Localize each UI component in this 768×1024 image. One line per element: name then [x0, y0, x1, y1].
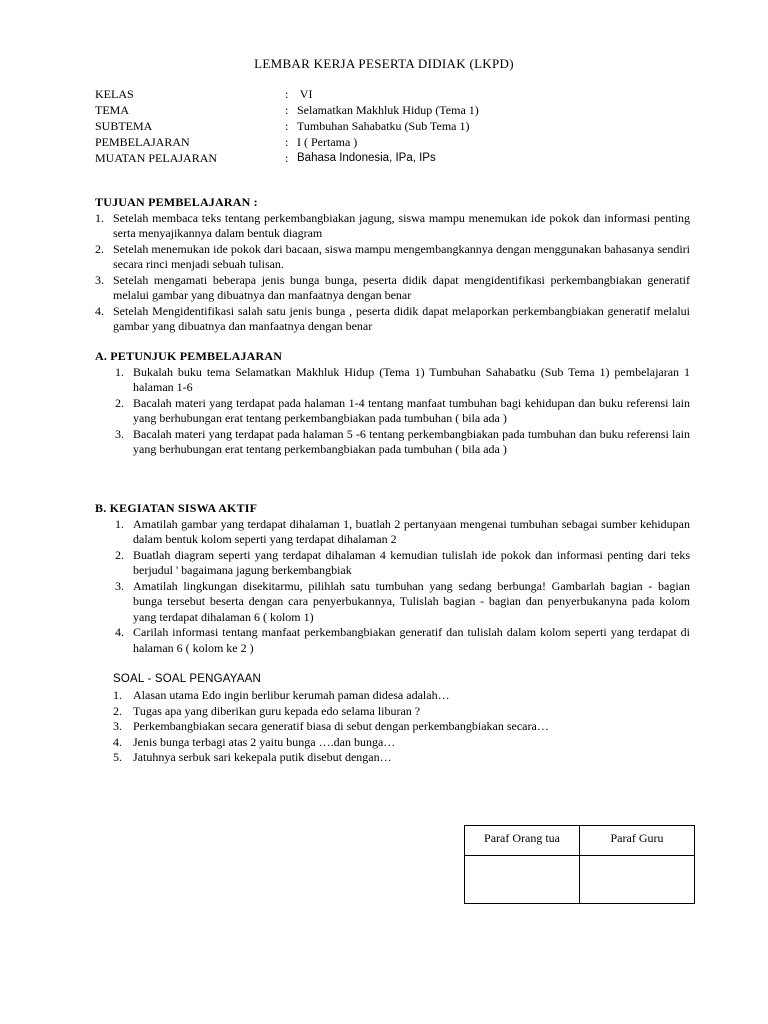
- petunjuk-list: [95, 365, 690, 458]
- petunjuk-heading: A. PETUNJUK PEMBELAJARAN: [95, 349, 283, 363]
- tujuan-section: [95, 195, 690, 335]
- paraf-guru-cell[interactable]: [580, 856, 695, 904]
- item-number: 4.: [115, 625, 124, 639]
- list-item: [95, 211, 690, 242]
- info-row-kelas: [95, 87, 479, 103]
- item-text: Setelah menemukan ide pokok dari bacaan, siswa mampu mengembangkannya dengan menggunakan bahasanya sendiri secara rinci menjadi sebuah tulisan.: [113, 241, 690, 271]
- info-value: VI: [297, 87, 313, 101]
- paraf-table: [464, 825, 695, 904]
- list-item: [95, 625, 690, 656]
- document-title: LEMBAR KERJA PESERTA DIDIAK (LKPD): [254, 56, 514, 71]
- item-number: 1.: [115, 364, 124, 379]
- item-text: Jenis bunga terbagi atas 2 yaitu bunga ….dan bunga…: [133, 734, 396, 749]
- list-item: [113, 750, 693, 766]
- info-label: SUBTEMA: [95, 119, 153, 133]
- list-item: [95, 242, 690, 273]
- paraf-signature-row: [465, 856, 695, 904]
- item-text: Jatuhnya serbuk sari kekepala putik disebut dengan…: [133, 750, 392, 764]
- info-separator: :: [285, 151, 289, 165]
- item-text: Alasan utama Edo ingin berlibur kerumah paman didesa adalah…: [133, 688, 450, 702]
- list-item: [95, 548, 690, 579]
- item-number: 3.: [113, 719, 122, 733]
- info-label: MUATAN PELAJARAN: [95, 151, 218, 165]
- soal-list: [113, 688, 693, 766]
- list-item: [95, 427, 690, 458]
- list-item: [113, 719, 693, 735]
- paraf-orang-tua-header: Paraf Orang tua: [465, 826, 580, 856]
- tujuan-list: [95, 211, 690, 335]
- info-separator: :: [285, 135, 289, 149]
- list-item: [95, 517, 690, 548]
- item-number: 3.: [95, 272, 104, 287]
- item-text: Bukalah buku tema Selamatkan Makhluk Hidup (Tema 1) Tumbuhan Sahabatku (Sub Tema 1) pembelajaran 1 halaman 1-6: [133, 364, 690, 394]
- info-label: TEMA: [95, 103, 129, 117]
- item-text: Setelah membaca teks tentang perkembangbiakan jagung, siswa mampu menemukan ide pokok dan informasi penting serta menyajikannya dalam bentuk diagram: [113, 210, 690, 240]
- info-value: Tumbuhan Sahabatku (Sub Tema 1): [297, 119, 470, 133]
- info-separator: :: [285, 119, 289, 133]
- info-row-muatan: [95, 151, 479, 167]
- item-number: 5.: [113, 750, 122, 764]
- item-text: Tugas apa yang diberikan guru kepada edo selama liburan ?: [133, 703, 421, 718]
- item-text: Carilah informasi tentang manfaat perkembangbiakan generatif dan tulislah dalam kolom seperti yang terdapat di halaman 6 ( kolom ke 2 ): [133, 625, 690, 655]
- info-value: I ( Pertama ): [297, 135, 358, 149]
- item-text: Amatilah lingkungan disekitarmu, pilihlah satu tumbuhan yang sedang berbunga! Gambarlah bagian - bagian bunga tersebut beserta dengan cara penyerbukannya, Tulislah bagian - bagian dan penyerbukanyna pada kolom yang terdapat dihalaman 6 ( kolom 1): [133, 578, 690, 624]
- item-number: 2.: [115, 395, 124, 410]
- info-row-subtema: [95, 119, 479, 135]
- item-text: Amatilah gambar yang terdapat dihalaman 1, buatlah 2 pertanyaan mengenai tumbuhan sebagai sumber kehidupan dalam bentuk kolom seperti yang terdapat dihalaman 2: [133, 516, 690, 546]
- item-text: Bacalah materi yang terdapat pada halaman 1-4 tentang manfaat tumbuhan bagi kehidupan dan buku referensi lain yang berhubungan erat tentang perkembangbiakan pada tumbuhan ( bila ada ): [133, 395, 690, 425]
- kegiatan-section: [95, 501, 690, 656]
- paraf-orang-tua-cell[interactable]: [465, 856, 580, 904]
- list-item: [113, 688, 693, 704]
- info-label: PEMBELAJARAN: [95, 135, 190, 149]
- kegiatan-heading: B. KEGIATAN SISWA AKTIF: [95, 501, 258, 515]
- tujuan-heading: TUJUAN PEMBELAJARAN :: [95, 195, 258, 209]
- item-number: 3.: [115, 578, 124, 593]
- item-number: 4.: [95, 303, 104, 318]
- list-item: [113, 704, 693, 720]
- list-item: [95, 579, 690, 626]
- item-number: 3.: [115, 426, 124, 441]
- list-item: [113, 735, 693, 751]
- info-block: [95, 87, 479, 167]
- list-item: [95, 365, 690, 396]
- petunjuk-section: [95, 349, 690, 458]
- item-number: 2.: [113, 703, 122, 718]
- item-number: 4.: [113, 734, 122, 749]
- item-number: 1.: [115, 516, 124, 531]
- item-number: 1.: [95, 210, 104, 225]
- info-label: KELAS: [95, 87, 134, 101]
- item-text: Perkembangbiakan secara generatif biasa di sebut dengan perkembangbiakan secara…: [133, 719, 549, 733]
- paraf-guru-header: Paraf Guru: [580, 826, 695, 856]
- info-value: Bahasa Indonesia, IPa, IPs: [297, 152, 436, 164]
- list-item: [95, 273, 690, 304]
- info-separator: :: [285, 103, 289, 117]
- item-text: Setelah Mengidentifikasi salah satu jenis bunga , peserta didik dapat melaporkan perkembangbiakan generatif melalui gambar yang dibuatnya dan manfaatnya dengan benar: [113, 303, 690, 333]
- item-number: 1.: [113, 688, 122, 702]
- item-number: 2.: [115, 547, 124, 562]
- info-row-tema: [95, 103, 479, 119]
- kegiatan-list: [95, 517, 690, 657]
- list-item: [95, 304, 690, 335]
- info-value: Selamatkan Makhluk Hidup (Tema 1): [297, 103, 479, 117]
- item-text: Bacalah materi yang terdapat pada halaman 5 -6 tentang perkembangbiakan pada tumbuhan dan buku referensi lain yang berhubungan erat tentang perkembangbiakan pada tumbuhan ( bila ada ): [133, 426, 690, 456]
- info-separator: :: [285, 87, 289, 101]
- soal-heading: SOAL - SOAL PENGAYAAN: [113, 673, 261, 685]
- item-number: 2.: [95, 241, 104, 256]
- item-text: Buatlah diagram seperti yang terdapat dihalaman 4 kemudian tulislah ide pokok dan informasi penting dari teks berjudul ' bagaimana jagung berkembangbiak: [133, 547, 690, 577]
- list-item: [95, 396, 690, 427]
- paraf-header-row: [465, 826, 695, 856]
- item-text: Setelah mengamati beberapa jenis bunga bunga, peserta didik dapat mengidentifikasi perkembangbiakan generatif melalui gambar yang dibuatnya dan manfaatnya dengan benar: [113, 272, 690, 302]
- info-row-pembelajaran: [95, 135, 479, 151]
